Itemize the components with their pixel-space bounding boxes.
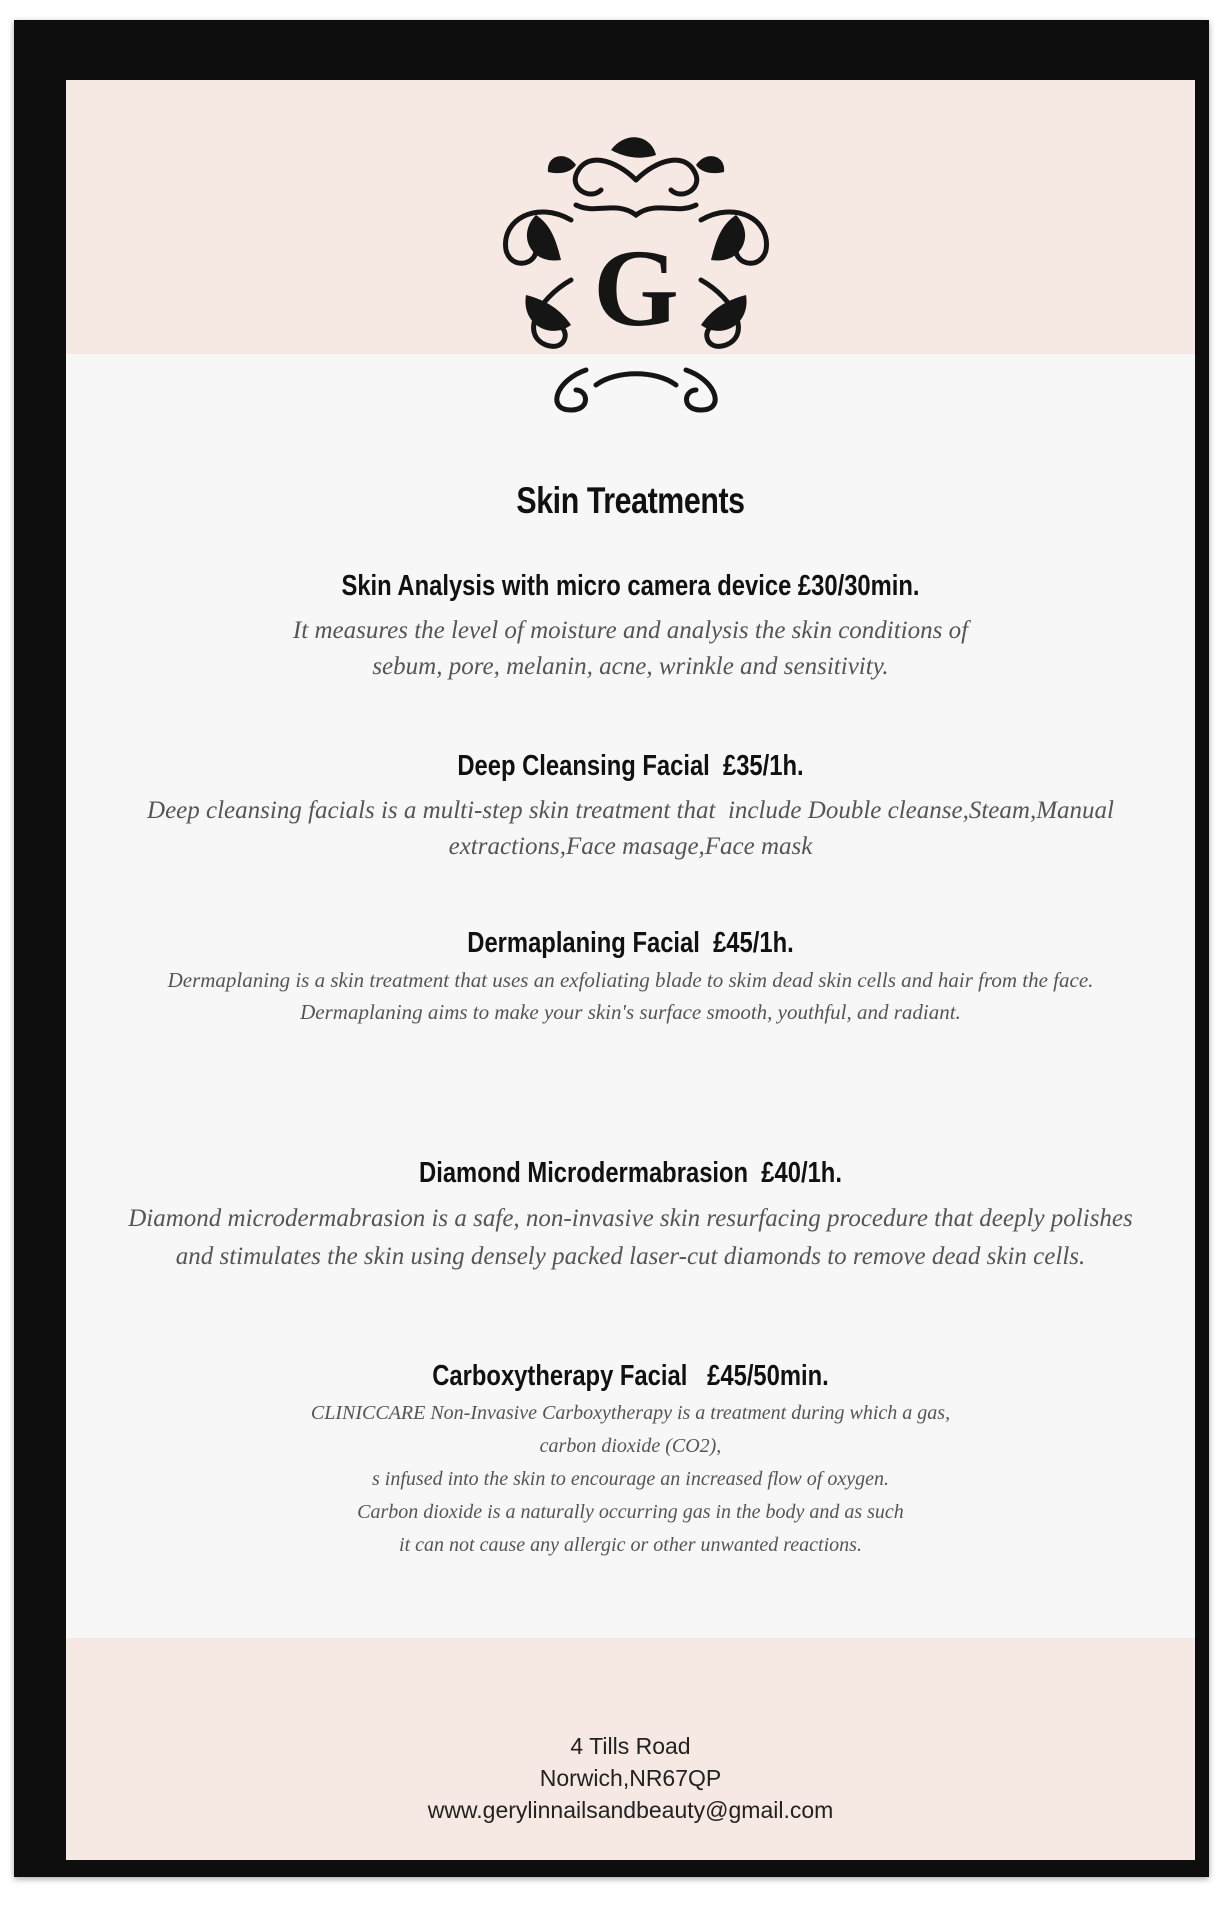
address-street: 4 Tills Road (570, 1733, 691, 1759)
treatment-heading: Deep Cleansing Facial £35/1h. (457, 750, 804, 782)
description-line: it can not cause any allergic or other unwanted reactions. (399, 1534, 862, 1556)
treatment-deep-cleansing (66, 750, 1195, 865)
treatment-heading: Dermaplaning Facial £45/1h. (467, 927, 794, 959)
treatment-skin-analysis (66, 570, 1195, 685)
treatment-description (66, 1200, 1195, 1276)
treatment-heading: Carboxytherapy Facial £45/50min. (432, 1360, 829, 1392)
treatment-diamond-microdermabrasion (66, 1157, 1195, 1276)
description-line: extractions,Face masage,Face mask (448, 833, 813, 860)
treatment-heading: Skin Analysis with micro camera device £30/30min. (341, 570, 920, 602)
contact-email[interactable]: www.gerylinnailsandbeauty@gmail.com (427, 1797, 834, 1823)
description-line: It measures the level of moisture and analysis the skin conditions of (292, 617, 969, 644)
menu-sheet (66, 80, 1195, 1860)
logo-letter: G (593, 227, 679, 349)
description-line: Diamond microdermabrasion is a safe, non-invasive skin resurfacing procedure that deeply polishes (128, 1205, 1133, 1232)
treatment-dermaplaning (66, 927, 1195, 1028)
description-line: and stimulates the skin using densely packed laser-cut diamonds to remove dead skin cells. (175, 1243, 1086, 1270)
description-line: Deep cleansing facials is a multi-step skin treatment that include Double cleanse,Steam,Manual (147, 797, 1114, 824)
description-line: CLINICCARE Non-Invasive Carboxytherapy is a treatment during which a gas, (310, 1402, 951, 1424)
treatment-carboxytherapy (66, 1360, 1195, 1562)
treatment-description (66, 613, 1195, 685)
description-line: carbon dioxide (CO2), (539, 1435, 722, 1457)
page-title: Skin Treatments (516, 480, 745, 521)
treatment-heading: Diamond Microdermabrasion £40/1h. (419, 1157, 842, 1189)
description-line: Dermaplaning is a skin treatment that uses an exfoliating blade to skim dead skin cells and hair from the face. (167, 968, 1094, 992)
description-line: Carbon dioxide is a naturally occurring gas in the body and as such (357, 1501, 904, 1523)
treatment-description (66, 1397, 1195, 1562)
description-line: s infused into the skin to encourage an increased flow of oxygen. (372, 1468, 889, 1490)
poster-frame (14, 20, 1209, 1877)
address-city: Norwich,NR67QP (539, 1765, 722, 1791)
treatment-description (66, 964, 1195, 1028)
description-line: Dermaplaning aims to make your skin's surface smooth, youthful, and radiant. (300, 1000, 961, 1024)
contact-address (66, 1730, 1195, 1826)
description-line: sebum, pore, melanin, acne, wrinkle and sensitivity. (372, 653, 889, 680)
ornate-g-monogram-icon (476, 120, 796, 420)
treatment-description (66, 793, 1195, 865)
